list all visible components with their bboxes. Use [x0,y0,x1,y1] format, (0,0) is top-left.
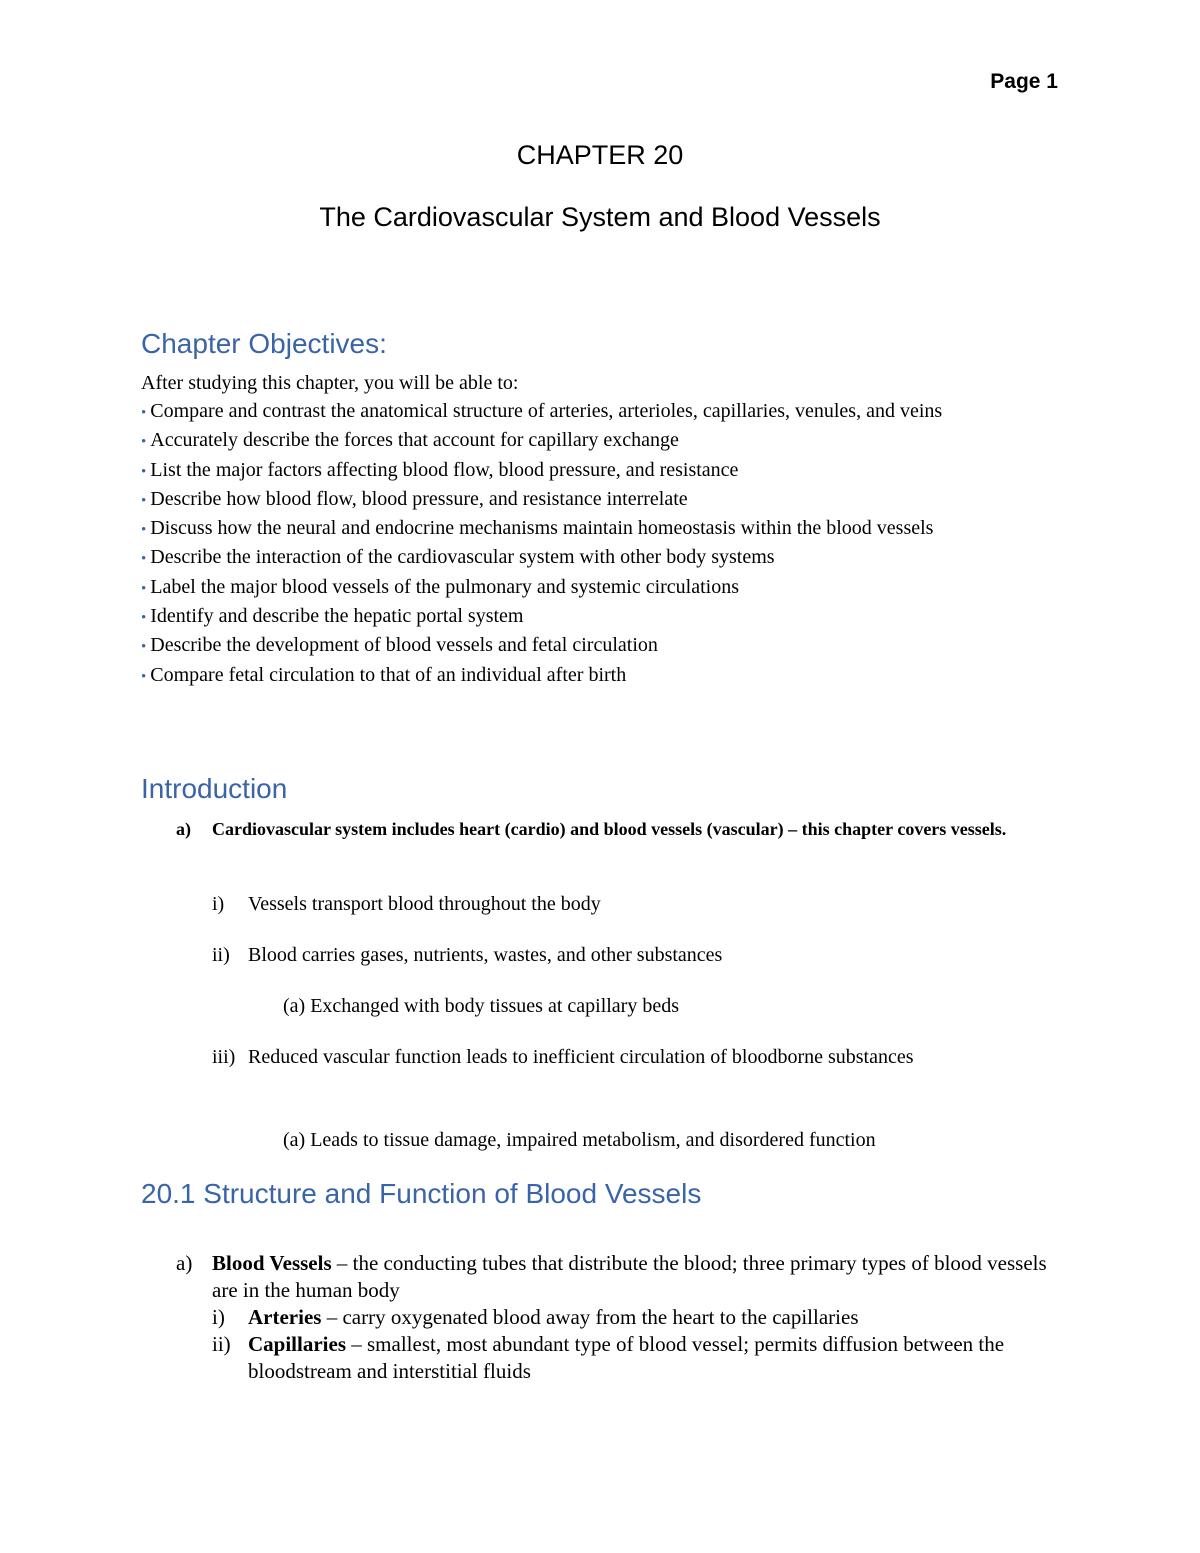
section-item-i [212,1304,1062,1331]
objective-item: • Discuss how the neural and endocrine mechanisms maintain homeostasis within the blood vessels [141,517,934,540]
intro-item-iii-a-text: Leads to tissue damage, impaired metabolism, and disordered function [310,1129,876,1151]
intro-item-a [176,816,1046,843]
intro-item-iii [212,1041,1012,1073]
introduction-heading: Introduction [141,773,288,804]
bullet-icon: • [141,610,147,627]
list-marker: a) [176,819,191,839]
list-marker: a) [176,1251,193,1275]
bullet-icon: • [141,522,147,539]
intro-item-i [212,888,601,920]
list-marker: i) [212,893,225,915]
intro-item-ii-a-text: Exchanged with body tissues at capillary beds [310,995,680,1017]
intro-item-ii-text: Blood carries gases, nutrients, wastes, and other substances [248,944,723,966]
objective-item: • Describe the interaction of the cardiovascular system with other body systems [141,546,775,569]
objective-item: • List the major factors affecting blood flow, blood pressure, and resistance [141,458,739,481]
section-item-ii-text: – smallest, most abundant type of blood vessel; permits diffusion between the bloodstream and interstitial fluids [248,1332,1005,1383]
list-marker: ii) [212,1332,231,1356]
chapter-number: CHAPTER 20 [516,140,684,170]
page-number: Page 1 [990,70,1058,93]
section-item-a [176,1250,1066,1304]
objective-item: • Label the major blood vessels of the pulmonary and systemic circulations [141,575,740,598]
term-capillaries: Capillaries [248,1332,346,1356]
bullet-icon: • [141,639,147,656]
objectives-list [141,398,1061,691]
objective-item: • Compare fetal circulation to that of an individual after birth [141,663,627,686]
objective-item: • Accurately describe the forces that account for capillary exchange [141,429,679,452]
intro-item-ii [212,939,722,971]
bullet-icon: • [141,434,147,451]
bullet-icon: • [141,551,147,568]
intro-item-i-text: Vessels transport blood throughout the body [248,893,601,915]
objective-item: • Identify and describe the hepatic portal system [141,605,524,628]
section-item-a-text: – the conducting tubes that distribute the blood; three primary types of blood vessels are in the human body [212,1251,1047,1302]
bullet-icon: • [141,405,147,421]
objective-item: • Describe the development of blood vessels and fetal circulation [141,634,658,657]
list-marker: (a) [283,1129,306,1151]
objectives-lead: After studying this chapter, you will be able to: [141,372,519,394]
intro-item-ii-a [283,990,679,1022]
bullet-icon: • [141,580,147,597]
bullet-icon: • [141,492,147,509]
bullet-icon: • [141,668,147,685]
section-item-i-text: – carry oxygenated blood away from the heart to the capillaries [321,1305,859,1329]
intro-item-iii-a [283,1124,876,1156]
chapter-title: The Cardiovascular System and Blood Vessels [319,202,881,232]
intro-item-a-text: Cardiovascular system includes heart (cardio) and blood vessels (vascular) – this chapter covers vessels. [212,819,1007,839]
objectives-heading: Chapter Objectives: [141,328,387,359]
section-20-1-heading: 20.1 Structure and Function of Blood Vessels [141,1178,702,1209]
section-item-ii [212,1331,1062,1385]
list-marker: (a) [283,995,306,1017]
objective-item: • Compare and contrast the anatomical structure of arteries, arterioles, capillaries, venules, and veins [141,400,943,422]
term-arteries: Arteries [248,1305,322,1329]
term-blood-vessels: Blood Vessels [212,1251,332,1275]
list-marker: ii) [212,944,230,966]
list-marker: i) [212,1305,225,1329]
bullet-icon: • [141,463,147,480]
intro-item-iii-text: Reduced vascular function leads to inefficient circulation of bloodborne substances [248,1046,914,1068]
list-marker: iii) [212,1046,236,1068]
objective-item: • Describe how blood flow, blood pressure, and resistance interrelate [141,487,688,510]
